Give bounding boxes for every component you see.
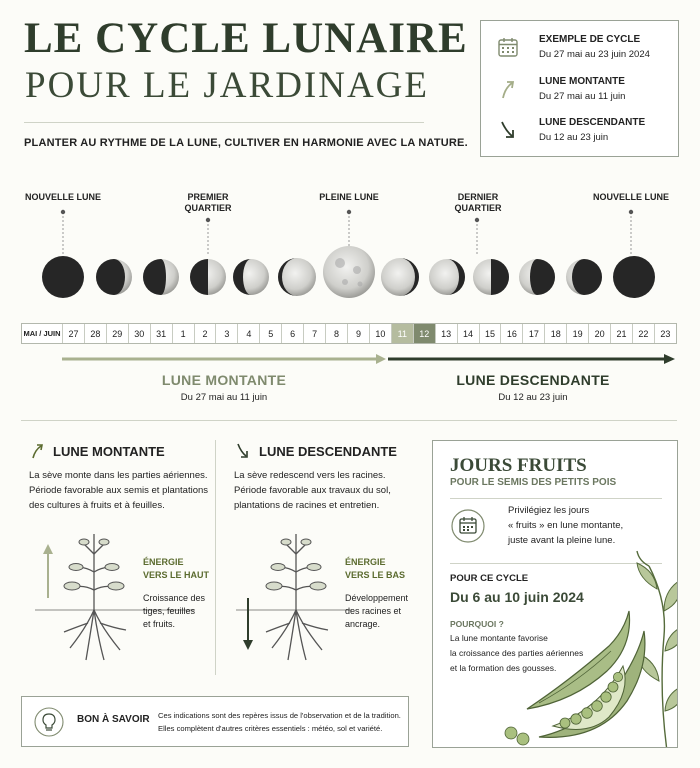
calendar-day: 20	[588, 324, 610, 343]
rising-label: LUNE MONTANTE	[161, 372, 287, 388]
text-line: La sève monte dans les parties aériennes.	[29, 470, 208, 481]
moon-full	[323, 246, 375, 298]
calendar-day: 15	[479, 324, 501, 343]
calendar-day: 13	[435, 324, 457, 343]
calendar-day: 19	[566, 324, 588, 343]
calendar-day: 31	[150, 324, 172, 343]
legend-title: LUNE DESCENDANTE	[539, 117, 646, 128]
text-line: ÉNERGIE	[345, 557, 386, 567]
phase-label-line: QUARTIER	[454, 203, 502, 213]
text-line: juste avant la pleine lune.	[508, 535, 616, 546]
calendar-day: 22	[632, 324, 654, 343]
tip-box	[21, 696, 409, 747]
text-line: la croissance des parties aériennes	[450, 648, 584, 658]
calendar-bar	[21, 323, 677, 344]
falling-energy-label	[345, 556, 405, 582]
moon-waxing-gibbous	[278, 258, 316, 296]
legend-title: LUNE MONTANTE	[539, 76, 625, 87]
calendar-day: 9	[347, 324, 369, 343]
moon-waning-crescent	[566, 259, 602, 295]
arrow-up-icon	[497, 78, 519, 100]
divider	[21, 420, 677, 421]
text-line: Développement	[345, 593, 409, 603]
phase-label-new-moon: NOUVELLE LUNE	[592, 192, 669, 202]
rising-description	[29, 468, 208, 513]
lightbulb-icon	[34, 707, 64, 737]
calendar-day: 1	[172, 324, 194, 343]
calendar-day: 12	[413, 324, 435, 343]
calendar-day: 28	[84, 324, 106, 343]
phase-label-full-moon: PLEINE LUNE	[319, 192, 379, 202]
text-line: Croissance des	[143, 593, 206, 603]
why-label: POURQUOI ?	[450, 619, 504, 629]
text-line: VERS LE BAS	[345, 570, 406, 580]
falling-label: LUNE DESCENDANTE	[456, 372, 610, 388]
text-line: Période favorable aux travaux du sol,	[234, 485, 391, 496]
rising-energy-label	[143, 556, 209, 582]
legend-sub: Du 12 au 23 juin	[539, 132, 609, 143]
text-line: Privilégiez les jours	[508, 505, 590, 516]
moon-waning-gibbous	[381, 258, 419, 296]
tip-text	[158, 709, 401, 735]
moon-waning-crescent	[519, 259, 555, 295]
title-line-1: LE CYCLE LUNAIRE	[24, 15, 468, 62]
calendar-day: 18	[544, 324, 566, 343]
calendar-day: 7	[303, 324, 325, 343]
moon-waxing-crescent	[96, 259, 132, 295]
calendar-day: 16	[500, 324, 522, 343]
divider	[450, 498, 662, 499]
arrow-up-icon	[29, 442, 47, 460]
calendar-header: MAI / JUIN	[23, 329, 61, 338]
text-line: des cultures à fruits et à feuilles.	[29, 500, 165, 511]
text-line: Elles complètent d'autres critères essentiels : météo, sol et variété.	[158, 724, 383, 733]
legend-sub: Du 27 mai au 11 juin	[539, 91, 626, 102]
fruit-days-box	[432, 440, 678, 748]
calendar-day: 8	[325, 324, 347, 343]
text-line: et la formation des gousses.	[450, 663, 557, 673]
calendar-icon	[451, 509, 485, 543]
text-line: ÉNERGIE	[143, 557, 184, 567]
rising-energy-desc	[143, 592, 205, 631]
phase-label-line: PREMIER	[187, 192, 229, 202]
moon-first-quarter	[190, 259, 226, 295]
calendar-day: 30	[128, 324, 150, 343]
calendar-day: 2	[194, 324, 216, 343]
moon-waxing-crescent	[143, 259, 179, 295]
moon-waxing-gibbous	[233, 259, 269, 295]
calendar-day: 10	[369, 324, 391, 343]
moon-phase-row	[0, 200, 700, 310]
divider	[24, 122, 424, 123]
vertical-divider	[215, 440, 216, 675]
phase-label-new-moon: NOUVELLE LUNE	[24, 192, 101, 202]
text-line: Ces indications sont des repères issus de l'observation et de la tradition.	[158, 711, 401, 720]
moon-new	[613, 256, 655, 298]
arrow-down-icon	[497, 119, 519, 141]
falling-dates: Du 12 au 23 juin	[498, 392, 568, 403]
calendar-day: 17	[522, 324, 544, 343]
calendar-day: 11	[391, 324, 413, 343]
text-line: Période favorable aux semis et plantations	[29, 485, 209, 496]
legend-box	[480, 20, 679, 157]
pea-pod-illustration	[499, 541, 678, 748]
text-line: La sève redescend vers les racines.	[234, 470, 386, 481]
rising-dates: Du 27 mai au 11 juin	[180, 392, 268, 403]
calendar-day: 27	[62, 324, 84, 343]
calendar-day: 21	[610, 324, 632, 343]
cycle-arrows	[0, 350, 700, 370]
calendar-day: 29	[106, 324, 128, 343]
text-line: La lune montante favorise	[450, 633, 548, 643]
phase-label-line: DERNIER	[457, 192, 499, 202]
calendar-day: 4	[237, 324, 259, 343]
text-line: plantations de racines et entretien.	[234, 500, 380, 511]
calendar-day: 3	[215, 324, 237, 343]
falling-energy-desc	[345, 592, 408, 631]
tip-label: BON À SAVOIR	[77, 714, 150, 725]
fruit-days-dates: Du 6 au 10 juin 2024	[450, 589, 584, 605]
rising-title: LUNE MONTANTE	[53, 444, 165, 459]
phase-label-line: QUARTIER	[184, 203, 232, 213]
title-line-2: POUR LE JARDINAGE	[25, 65, 429, 106]
moon-new	[42, 256, 84, 298]
falling-description	[234, 468, 391, 513]
text-line: « fruits » en lune montante,	[508, 520, 624, 531]
calendar-day: 23	[654, 324, 676, 343]
legend-sub: Du 27 mai au 23 juin 2024	[539, 49, 650, 60]
arrow-down-icon	[234, 442, 252, 460]
text-line: VERS LE HAUT	[143, 570, 210, 580]
moon-waning-gibbous	[429, 259, 465, 295]
moon-last-quarter	[473, 259, 509, 295]
falling-title: LUNE DESCENDANTE	[259, 444, 397, 459]
text-line: et fruits.	[143, 619, 176, 629]
cycle-label: POUR CE CYCLE	[450, 573, 529, 584]
tagline: PLANTER AU RYTHME DE LA LUNE, CULTIVER EN HARMONIE AVEC LA NATURE.	[24, 137, 468, 149]
calendar-day: 6	[281, 324, 303, 343]
text-line: tiges, feuilles	[143, 606, 196, 616]
text-line: ancrage.	[345, 619, 381, 629]
calendar-day: 14	[457, 324, 479, 343]
fruit-days-title: JOURS FRUITS	[450, 455, 587, 476]
text-line: des racines et	[345, 606, 402, 616]
fruit-days-subtitle: POUR LE SEMIS DES PETITS POIS	[450, 477, 617, 488]
calendar-icon	[497, 36, 519, 58]
legend-title: EXEMPLE DE CYCLE	[539, 34, 641, 45]
calendar-day: 5	[259, 324, 281, 343]
